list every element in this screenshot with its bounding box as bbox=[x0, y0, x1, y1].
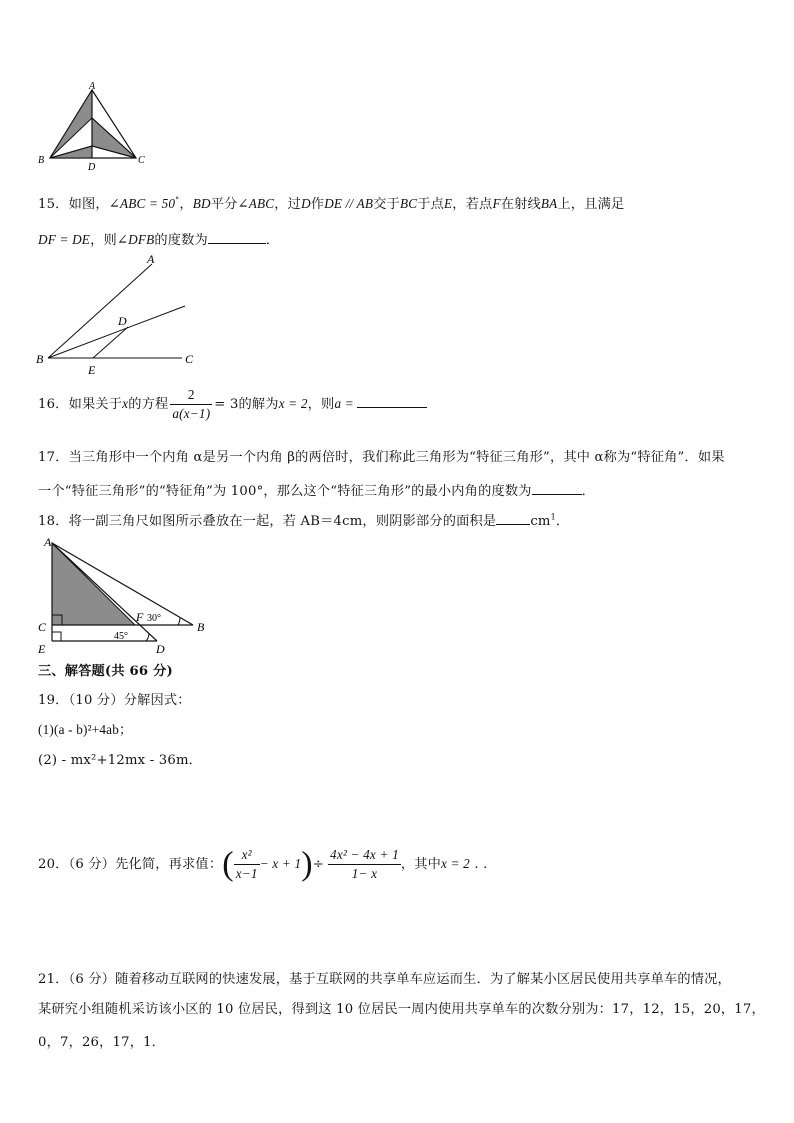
question-17-line2: 一个“特征三角形”的“特征角”为 100°，那么这个“特征三角形”的最小内角的度数为 ． bbox=[38, 484, 596, 499]
question-17-line1: 17．当三角形中一个内角 α是另一个内角 β的两倍时，我们称此三角形为“特征三角形”，其中 α称为“特征角”．如果 bbox=[38, 450, 725, 465]
label-e: E bbox=[88, 363, 96, 375]
label-b: B bbox=[38, 155, 45, 166]
figure-15-angle bbox=[30, 250, 210, 375]
question-15-line1: 15．如图，∠ABC = 50°，BD平分∠ABC，过D作DE // AB交于BC于点E，若点F在射线BA上，且满足 bbox=[38, 195, 625, 212]
fraction-2: $\frac{\text{4x² − 4x + 1}}{1- x}$ bbox=[330, 847, 399, 881]
label-b: B bbox=[36, 352, 44, 366]
question-15-line2: DF = DE，则∠DFB的度数为 ． bbox=[38, 232, 280, 248]
question-21-line3: 0，7，26，17，1． bbox=[38, 1035, 166, 1050]
label-a: A bbox=[44, 535, 52, 549]
label-d: D bbox=[88, 162, 96, 170]
angle-45-label: 45° bbox=[114, 631, 128, 642]
answer-blank-18[interactable] bbox=[496, 513, 530, 525]
figure-18-set-squares bbox=[30, 533, 220, 658]
question-18: 18．将一副三角尺如图所示叠放在一起，若 AB＝4cm，则阴影部分的面积是 $cm^1$． bbox=[38, 512, 570, 529]
question-20: 20．（6 分）先化简，再求值：( $\frac{\text{x²}}{x-1}$ − x + 1)÷ $\frac{\text{4x² − 4x + 1}}{1- x}$ ，其中x = 2 . . bbox=[38, 845, 488, 883]
question-16: 16．如果关于x的方程 $\frac{2}{a(x-1)}$ = 3的解为x = 2，则a = bbox=[38, 386, 427, 423]
label-b: B bbox=[197, 620, 205, 634]
question-21-line1: 21．（6 分）随着移动互联网的快速发展，基于互联网的共享单车应运而生．为了解某小区居民使用共享单车的情况， bbox=[38, 972, 731, 987]
label-a: A bbox=[89, 81, 96, 92]
angle-30-label: 30° bbox=[147, 613, 161, 624]
label-d: D bbox=[156, 642, 165, 656]
label-c: C bbox=[138, 155, 145, 166]
fraction-1: $\frac{\text{x²}}{x-1}$ bbox=[235, 847, 258, 881]
figure-14-triangle bbox=[30, 80, 160, 170]
answer-blank-17[interactable] bbox=[532, 483, 582, 495]
label-c: C bbox=[38, 620, 47, 634]
question-19-part2: (2) - mx²+12mx - 36m． bbox=[38, 753, 203, 768]
question-19-title: 19．（10 分）分解因式： bbox=[38, 693, 191, 708]
label-e: E bbox=[38, 642, 46, 656]
label-f: F bbox=[136, 610, 144, 624]
question-19-part1: (1)(a - b)²+4ab； bbox=[38, 722, 133, 737]
answer-blank-15[interactable] bbox=[208, 232, 266, 244]
label-a: A bbox=[147, 252, 155, 266]
label-d: D bbox=[118, 314, 127, 328]
answer-blank-16[interactable] bbox=[357, 396, 427, 408]
section-3-title: 三、解答题(共 66 分) bbox=[38, 664, 173, 679]
fraction: $\frac{2}{a(x-1)}$ bbox=[172, 387, 211, 421]
question-21-line2: 某研究小组随机采访该小区的 10 位居民，得到这 10 位居民一周内使用共享单车的次数分别为：17，12，15，20，17， bbox=[38, 1002, 765, 1017]
label-c: C bbox=[185, 352, 194, 366]
